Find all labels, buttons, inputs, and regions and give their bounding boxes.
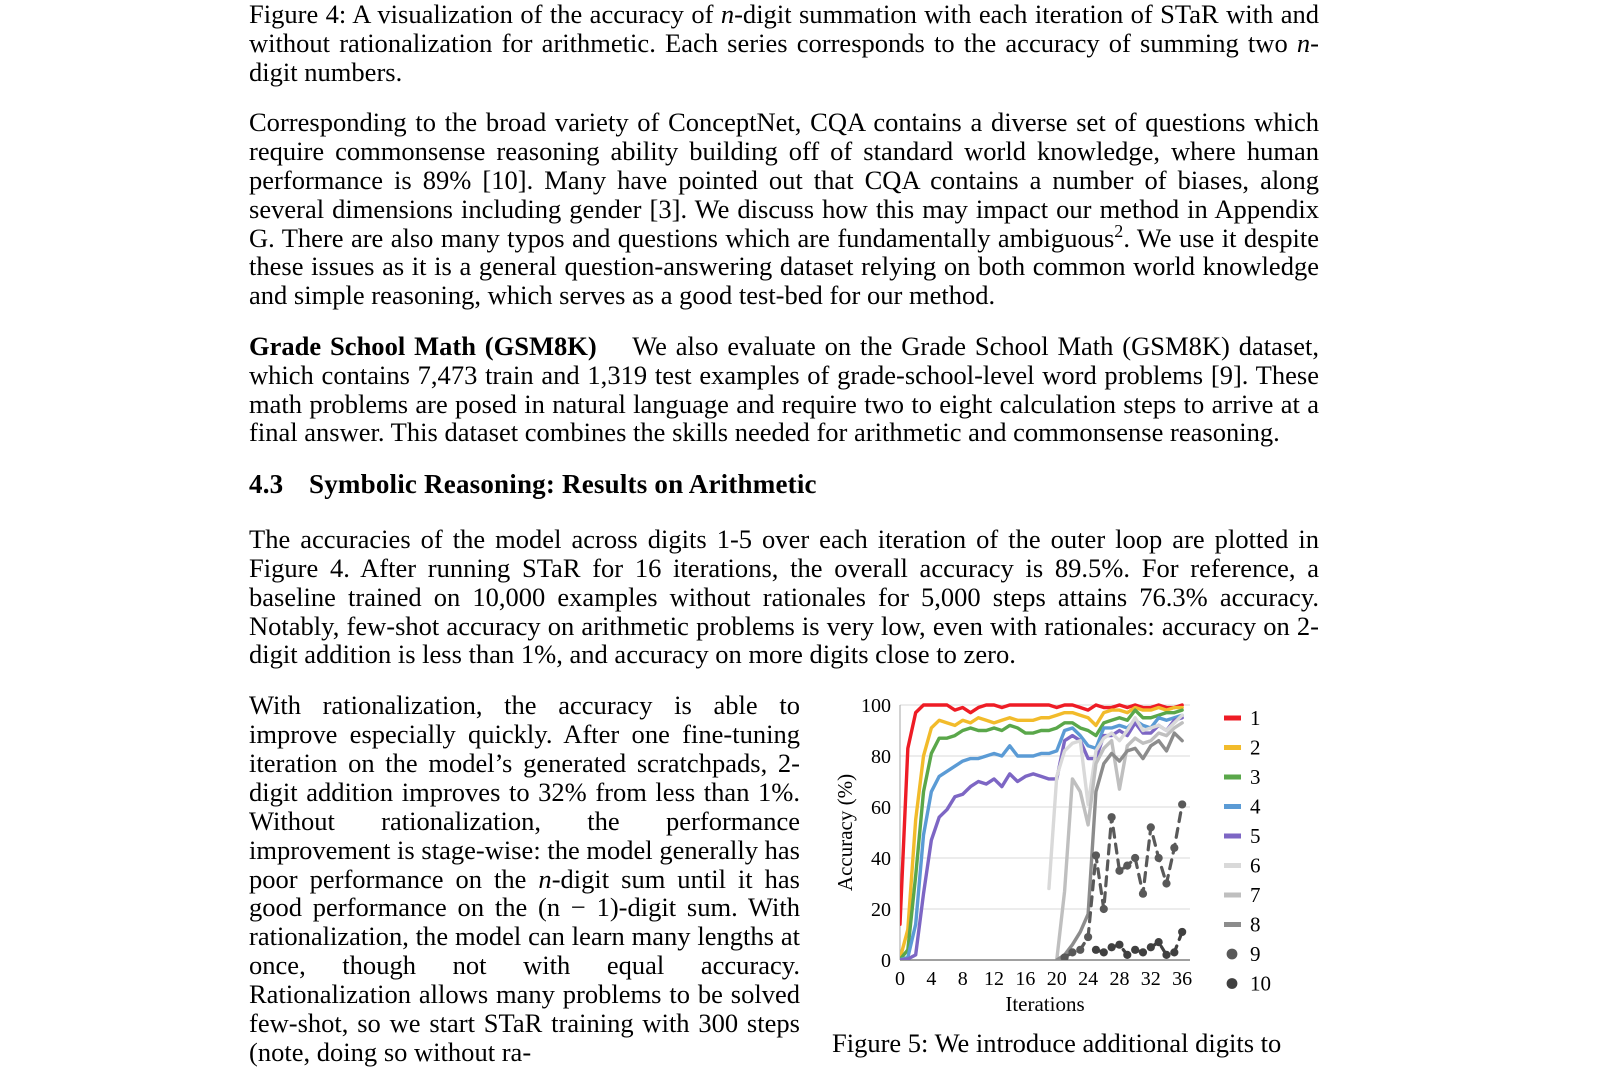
series-line-2 bbox=[900, 708, 1182, 959]
section-heading-4-3 bbox=[249, 469, 1319, 499]
series-marker-10 bbox=[1131, 946, 1139, 954]
figure4-caption-text3: -digit numbers. bbox=[249, 27, 1319, 87]
legend-label-1: 1 bbox=[1250, 706, 1261, 731]
y-axis-tick-label: 100 bbox=[861, 695, 891, 718]
series-marker-9 bbox=[1178, 800, 1186, 808]
paragraph-results: The accuracies of the model across digits 1-5 over each iteration of the outer loop are plotted in Figure 4. After running STaR for 16 iterations, the overall accuracy is 89.5%. For reference, a baseline trained on 10,000 examples without rationales for 5,000 steps attains 76.3% accuracy. Notably, few-shot accuracy on arithmetic problems is very low, even with rationales: accuracy on 2-digit addition is less than 1%, and accuracy on more digits close to zero. bbox=[249, 524, 1319, 670]
paragraph-cqa-tail: . We use it despite these issues as it is a general question-answering dataset relying on both common world knowledge and simple reasoning, which serves as a good test-bed for our method. bbox=[249, 222, 1319, 311]
legend-label-7: 7 bbox=[1250, 883, 1261, 908]
series-marker-10 bbox=[1139, 948, 1147, 956]
section-number: 4.3 bbox=[249, 469, 284, 500]
series-marker-10 bbox=[1170, 948, 1178, 956]
series-marker-9 bbox=[1115, 867, 1123, 875]
series-marker-9 bbox=[1076, 946, 1084, 954]
series-marker-9 bbox=[1084, 933, 1092, 941]
series-marker-10 bbox=[1147, 943, 1155, 951]
series-marker-10 bbox=[1100, 948, 1108, 956]
figure4-caption-text1: A visualization of the accuracy of bbox=[352, 0, 721, 29]
figure5-chart bbox=[832, 691, 1319, 1021]
series-marker-10 bbox=[1162, 951, 1170, 959]
legend-label-8: 8 bbox=[1250, 912, 1261, 937]
series-marker-9 bbox=[1092, 851, 1100, 859]
gsm8k-runin-heading: Grade School Math (GSM8K) bbox=[249, 330, 597, 361]
legend-marker-9 bbox=[1227, 949, 1238, 960]
legend-label-5: 5 bbox=[1250, 824, 1261, 849]
x-axis-title: Iterations bbox=[1005, 992, 1085, 1017]
x-axis-tick-label: 16 bbox=[1015, 968, 1036, 991]
page-content bbox=[249, 0, 1319, 1081]
figure4-caption-math-n2: n bbox=[1296, 27, 1311, 58]
footnote-marker-2: 2 bbox=[1114, 220, 1124, 241]
accuracy-line-chart bbox=[832, 691, 1319, 1016]
rationalization-seg2: -digit sum until it has good performance on the bbox=[249, 863, 800, 923]
series-marker-9 bbox=[1108, 813, 1116, 821]
series-marker-10 bbox=[1123, 951, 1131, 959]
paragraph-gsm8k bbox=[249, 332, 1319, 447]
series-marker-10 bbox=[1115, 941, 1123, 949]
rationalization-seg1: With rationalization, the accuracy is able to improve especially quickly. After one fine-tuning iteration on the model’s generated scratchpads, 2-digit addition improves to 32% from less than 1%. Without rationalization, the performance improvement is stage-wise: the model generally has poor performance on the bbox=[249, 690, 800, 894]
x-axis-tick-label: 28 bbox=[1109, 968, 1130, 991]
series-marker-10 bbox=[1178, 928, 1186, 936]
two-column-region bbox=[249, 691, 1319, 1081]
left-text-column bbox=[249, 691, 800, 1067]
figure4-caption bbox=[249, 0, 1319, 86]
series-marker-9 bbox=[1147, 823, 1155, 831]
legend-label-10: 10 bbox=[1250, 971, 1271, 996]
series-line-3 bbox=[900, 710, 1182, 959]
legend-label-9: 9 bbox=[1250, 942, 1261, 967]
y-axis-tick-label: 0 bbox=[881, 950, 891, 973]
series-marker-9 bbox=[1123, 862, 1131, 870]
x-axis-tick-label: 32 bbox=[1140, 968, 1161, 991]
figure4-caption-text2: -digit summation with each iteration of STaR with and without rationalization for arithmetic. Each series corresponds to the accuracy of summing two bbox=[249, 0, 1319, 58]
series-marker-10 bbox=[1108, 943, 1116, 951]
y-axis-title: Accuracy (%) bbox=[833, 774, 857, 892]
y-axis-tick-label: 80 bbox=[871, 746, 891, 769]
right-figure-column bbox=[832, 691, 1319, 1058]
series-line-8 bbox=[1057, 733, 1182, 960]
series-marker-9 bbox=[1139, 890, 1147, 898]
series-marker-9 bbox=[1155, 854, 1163, 862]
y-axis-tick-label: 20 bbox=[871, 899, 891, 922]
series-group bbox=[900, 705, 1186, 962]
legend-label-2: 2 bbox=[1250, 735, 1261, 760]
figure4-caption-math-n1: n bbox=[720, 0, 735, 29]
series-marker-9 bbox=[1100, 905, 1108, 913]
rationalization-math-n: n bbox=[538, 863, 552, 894]
rationalization-seg3: -digit sum. With rationalization, the model can learn many lengths at once, though not with equal accuracy. Rationalization allows many problems to be solved few-shot, so we start STaR training with 300 steps (note, doing so without ra- bbox=[249, 892, 800, 1068]
series-marker-9 bbox=[1131, 854, 1139, 862]
series-marker-9 bbox=[1170, 844, 1178, 852]
section-title: Symbolic Reasoning: Results on Arithmetic bbox=[309, 469, 817, 500]
figure5-caption: Figure 5: We introduce additional digits to bbox=[832, 1028, 1282, 1059]
x-axis-tick-label: 0 bbox=[895, 968, 905, 991]
paragraph-rationalization bbox=[249, 691, 800, 1067]
series-marker-10 bbox=[1155, 938, 1163, 946]
figure4-caption-label: Figure 4: bbox=[249, 0, 347, 29]
legend-label-4: 4 bbox=[1250, 794, 1261, 819]
y-axis-tick-label: 40 bbox=[871, 848, 891, 871]
x-axis-tick-label: 36 bbox=[1172, 968, 1193, 991]
rationalization-math-n-minus-1: (n − 1) bbox=[538, 892, 619, 923]
series-marker-10 bbox=[1092, 946, 1100, 954]
series-marker-9 bbox=[1068, 948, 1076, 956]
legend-label-6: 6 bbox=[1250, 853, 1261, 878]
legend-label-3: 3 bbox=[1250, 765, 1261, 790]
y-axis-tick-label: 60 bbox=[871, 797, 891, 820]
series-line-6 bbox=[1049, 715, 1182, 888]
paragraph-cqa bbox=[249, 108, 1319, 310]
x-axis-tick-label: 8 bbox=[957, 968, 968, 991]
x-axis-tick-label: 12 bbox=[984, 968, 1005, 991]
paragraph-cqa-body: Corresponding to the broad variety of ConceptNet, CQA contains a diverse set of questions which require commonsense reasoning ability building off of standard world knowledge, where human performance is 89% [10]. Many have pointed out that CQA contains a number of biases, along several dimensions including gender [3]. We discuss how this may impact our method in Appendix G. There are also many typos and questions which are fundamentally ambiguous bbox=[249, 107, 1319, 253]
x-axis-tick-label: 20 bbox=[1046, 968, 1067, 991]
series-marker-9 bbox=[1162, 880, 1170, 888]
legend-marker-10 bbox=[1227, 978, 1238, 989]
x-axis-tick-label: 4 bbox=[926, 968, 937, 991]
gsm8k-body: We also evaluate on the Grade School Math (GSM8K) dataset, which contains 7,473 train and 1,319 test examples of grade-school-level word problems [9]. These math problems are posed in natural language and require two to eight calculation steps to arrive at a final answer. This dataset combines the skills needed for arithmetic and commonsense reasoning. bbox=[249, 330, 1319, 448]
x-axis-tick-label: 24 bbox=[1078, 968, 1099, 991]
